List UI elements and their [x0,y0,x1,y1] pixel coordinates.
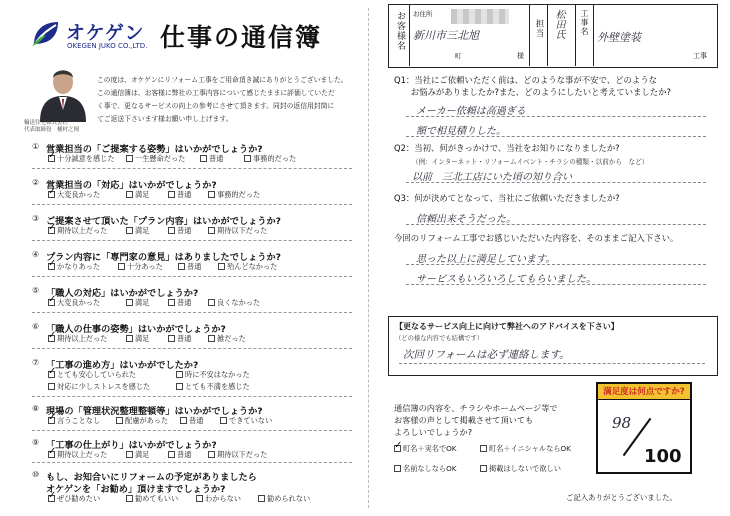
answer-line [406,224,706,225]
q2-option-4[interactable]: 事務的だった [208,190,260,200]
work-name: 外壁塗装 [597,31,641,44]
divider [32,312,352,313]
advice-title: 【更なるサービス向上に向けて弊社へのアドバイスを下さい】 [395,322,619,331]
answer-line [406,264,706,265]
checkbox-icon [168,299,175,306]
score-value: 98 [612,414,632,432]
score-max: 100 [644,446,682,467]
q10-option-4[interactable]: 勧められない [258,494,310,504]
q2-option-3[interactable]: 普通 [168,190,191,200]
q7-option-2[interactable]: 時に不安はなかった [176,370,250,380]
q8-option-3[interactable]: 普通 [180,416,203,426]
checkbox-icon [244,155,251,162]
q1-answer-1: メーカー依頼は高過ぎる [416,106,526,117]
q4-option-1[interactable]: ✓かなりあった [48,262,100,272]
q10-option-3[interactable]: わからない [196,494,241,504]
checkbox-icon [208,191,215,198]
ceo-portrait-icon [32,64,94,122]
address-label: お住所 [413,10,433,18]
divider [529,5,530,66]
checkbox-checked-icon [48,299,55,306]
checkbox-icon [126,335,133,342]
checkbox-icon [196,495,203,502]
checkbox-icon [218,263,225,270]
q9-option-1[interactable]: ✓期待以上だった [48,450,107,460]
right-page [388,4,718,512]
q2-option-1[interactable]: ✓大変良かった [48,190,100,200]
checkbox-icon [200,155,207,162]
q1-option-3[interactable]: 普通 [200,154,223,164]
checkbox-icon [126,227,133,234]
checkbox-icon [168,335,175,342]
advice-box [388,316,718,376]
advice-answer: 次回リフォームは必ず連絡します。 [403,349,570,361]
work-label: 工事名 [580,9,589,36]
checkbox-checked-icon [48,263,55,270]
logo-subtitle: OKEGEN JUKO CO.,LTD. [67,42,148,50]
satisfaction-score-box [596,382,692,474]
q3-option-2[interactable]: 満足 [126,226,149,236]
right-question-1: Q1：当社にご依頼いただく前は、どのような事が不安で、どのような お悩みがありましたか?また、どのようにしたいと考えていましたか? [394,75,671,97]
divider [575,5,576,66]
checkbox-checked-icon [48,191,55,198]
checkbox-icon [220,417,227,424]
answer-line [406,182,706,183]
checkbox-icon [48,383,55,390]
answer-line [399,363,705,364]
q7-option-3[interactable]: 対応に少しストレスを感じた [48,382,150,392]
divider [409,5,410,66]
q10-option-1[interactable]: ✓ぜひ勧めたい [48,494,100,504]
checkbox-icon [176,371,183,378]
q6-option-3[interactable]: 普通 [168,334,191,344]
checkbox-icon [480,465,487,472]
customer-header [388,4,718,68]
divider [32,462,352,463]
logo-name: オケゲン [66,22,145,44]
q1-answer-2: 額で相見積りした。 [416,126,506,137]
answer-line [406,284,706,285]
checkbox-icon [126,451,133,458]
answer-line [406,136,706,137]
permission-option-1[interactable]: ✓町名＋実名でOK [394,444,457,454]
score-heading: 満足度は何点ですか? [598,384,690,400]
checkbox-icon [126,191,133,198]
q1-option-2[interactable]: 一生懸命だった [126,154,185,164]
divider [32,168,352,169]
leaf-logo-icon [30,18,62,50]
divider [32,204,352,205]
checkbox-icon [208,335,215,342]
checkbox-icon [118,263,125,270]
q8-option-1[interactable]: ✓言うことなし [48,416,100,426]
checkbox-icon [126,155,133,162]
q5-option-3[interactable]: 普通 [168,298,191,308]
checkbox-icon [208,451,215,458]
checkbox-checked-icon [48,371,55,378]
question-1-text: 営業担当の「ご提案する姿勢」はいかがでしょうか? [46,144,263,155]
checkbox-checked-icon [48,495,55,502]
checkbox-checked-icon [48,227,55,234]
koji-label: 工事 [693,52,707,60]
q1-option-1[interactable]: ✓十分誠意を感じた [48,154,115,164]
q3-answer: 信頼出来そうだった。 [416,214,516,225]
q4-answer-2: サービスもいろいろしてもらいました。 [416,274,596,285]
advice-subtitle: （どの様な内容でも結構です） [395,335,484,342]
q5-option-1[interactable]: ✓大変良かった [48,298,100,308]
sama-label: 様 [517,52,524,60]
checkbox-icon [168,451,175,458]
company-logo [30,16,158,56]
checkbox-icon [116,417,123,424]
q2-option-2[interactable]: 満足 [126,190,149,200]
right-question-4: 今回のリフォーム工事でお感じいただいた内容を、そのままご記入下さい。 [394,233,679,243]
page-fold-divider [368,8,369,508]
portrait-caption: 輸送住宅株式会社 代表取締役 桶村之岡 [24,120,80,133]
divider [32,430,352,431]
staff-label: 担当 [534,19,544,38]
q10-option-2[interactable]: 勧めてもいい [126,494,178,504]
checkbox-icon [168,191,175,198]
divider [593,5,594,66]
q9-option-2[interactable]: 満足 [126,450,149,460]
checkbox-icon [178,263,185,270]
checkbox-icon [394,465,401,472]
q6-option-2[interactable]: 満足 [126,334,149,344]
q3-option-1[interactable]: ✓期待以上だった [48,226,107,236]
q7-option-4[interactable]: とても不満を感じた [176,382,250,392]
publish-permission-question: 通信簿の内容を、チラシやホームページ等で お客様の声として掲載させて頂いても よろしいでしょうか? [394,403,558,437]
checkbox-icon [208,299,215,306]
checkbox-checked-icon [48,451,55,458]
q5-option-2[interactable]: 満足 [126,298,149,308]
right-question-2: Q2：当初、何がきっかけで、当社をお知りになりましたか? [394,143,620,153]
q9-option-4[interactable]: 期待以下だった [208,450,267,460]
thank-you-text: ご記入ありがとうございました。 [566,493,677,502]
q3-option-3[interactable]: 普通 [168,226,191,236]
q9-option-3[interactable]: 普通 [168,450,191,460]
staff-name: 松田氏 [553,9,564,39]
checkbox-checked-icon [48,417,55,424]
checkbox-icon [126,299,133,306]
q3-option-4[interactable]: 期待以下だった [208,226,267,236]
divider [32,348,352,349]
checkbox-icon [180,417,187,424]
checkbox-icon [258,495,265,502]
left-page: オケゲン OKEGEN JUKO CO.,LTD. 仕事の通信簿 輸送住宅株式会社 代表取締役 桶村之岡 この度は、オケゲンにリフォーム工事をご用命頂き誠にありがとうございました。 この通信簿は、お客様に弊社の工事内容について感じたままに評価していただ く事で、更なるサービスの向上の参考にさせて頂きます。同封の返信用封筒に てご返送下さいます様お願い申し上げます。 ① 営業担当の「ご提案する姿勢」はいかがでしょうか? ✓十分誠意を感じた 一生懸命だった 普通 事務的だった ② 営業担当の「対応」はいかがでしょうか? ✓大変良かった 満足 普通 事務的だった ③ ご提案させて頂いた「プラン内容」はいかがでしょうか? ✓期待以上だった 満足 普通 期待以下だった ④ プラン内容に「専門家の意見」はありましたでしょうか? ✓かなりあった 十分あった 普通 殆んどなかった ⑤ 「職人の対応」はいかがでしょうか? ✓大変良かった 満足 普通 良くなかった ⑥ 「職人の仕事の姿勢」はいかがでしょうか? ✓期待以上だった 満足 普通 雑だった ⑦ 「工事の進め方」はいかがでしたか? ✓とても安心していられた 時に不安はなかった 対応に少しストレスを感じた とても不満を感じた ⑧ 現場の「管理状況整理整頓等」はいかがでしょうか? ✓言うことなし 配慮があった 普通 できていない ⑨ 「工事の仕上がり」はいかがでしょうか? ✓期待以上だった 満足 普通 期待以下だった ⑩ もし、お知合いにリフォームの予定がありましたら オケゲンを「お勧め」頂けますでしょうか? ✓ぜひ勧めたい 勧めてもいい わからない 勧められない [12,8,362,508]
q7-option-1[interactable]: ✓とても安心していられた [48,370,136,380]
customer-label: お客様名 [395,11,405,51]
q4-option-4[interactable]: 殆んどなかった [218,262,277,272]
permission-option-3[interactable]: 名前なしならOK [394,464,457,474]
checkbox-icon [126,495,133,502]
q8-option-4[interactable]: できていない [220,416,272,426]
permission-option-4[interactable]: 掲載はしないで欲しい [480,464,561,474]
permission-option-2[interactable]: 町名＋イニシャルならOK [480,444,571,454]
checkbox-icon [208,227,215,234]
answer-line [406,116,706,117]
divider [547,5,548,66]
divider [32,276,352,277]
right-question-3: Q3：何が決めてとなって、当社にご依頼いただきましたか? [394,193,620,203]
checkbox-icon [480,445,487,452]
q4-answer-1: 思った以上に満足しています。 [416,254,556,265]
divider [32,240,352,241]
checkbox-icon [176,383,183,390]
checkbox-checked-icon [48,155,55,162]
q4-option-2[interactable]: 十分あった [118,262,163,272]
checkbox-checked-icon [48,335,55,342]
town-label: 町 [455,52,462,60]
q1-option-4[interactable]: 事務的だった [244,154,296,164]
checkbox-checked-icon [394,445,401,452]
q2-example-note: （例：インターネット・リフォームイベント・チラシの種類・以前から など） [412,158,649,166]
intro-section [22,60,357,142]
q2-answer: 以前 三北工店にいた頃の知り合い [412,172,572,183]
divider [32,396,352,397]
q8-option-2[interactable]: 配慮があった [116,416,168,426]
intro-text: この度は、オケゲンにリフォーム工事をご用命頂き誠にありがとうございました。 この通信簿は、お客様に弊社の工事内容について感じたままに評価していただ く事で、更なるサービスの向上の参考にさせて頂きます。同封の返信用封筒に てご返送下さいます様お願い申し上げます。 [97,76,348,123]
customer-city: 新川市三北旭 [413,29,479,42]
q6-option-4[interactable]: 雑だった [208,334,246,344]
page-title: 仕事の通信簿 [160,23,323,52]
redacted-address [451,9,509,24]
q6-option-1[interactable]: ✓期待以上だった [48,334,107,344]
checkbox-icon [168,227,175,234]
q4-option-3[interactable]: 普通 [178,262,201,272]
q5-option-4[interactable]: 良くなかった [208,298,260,308]
